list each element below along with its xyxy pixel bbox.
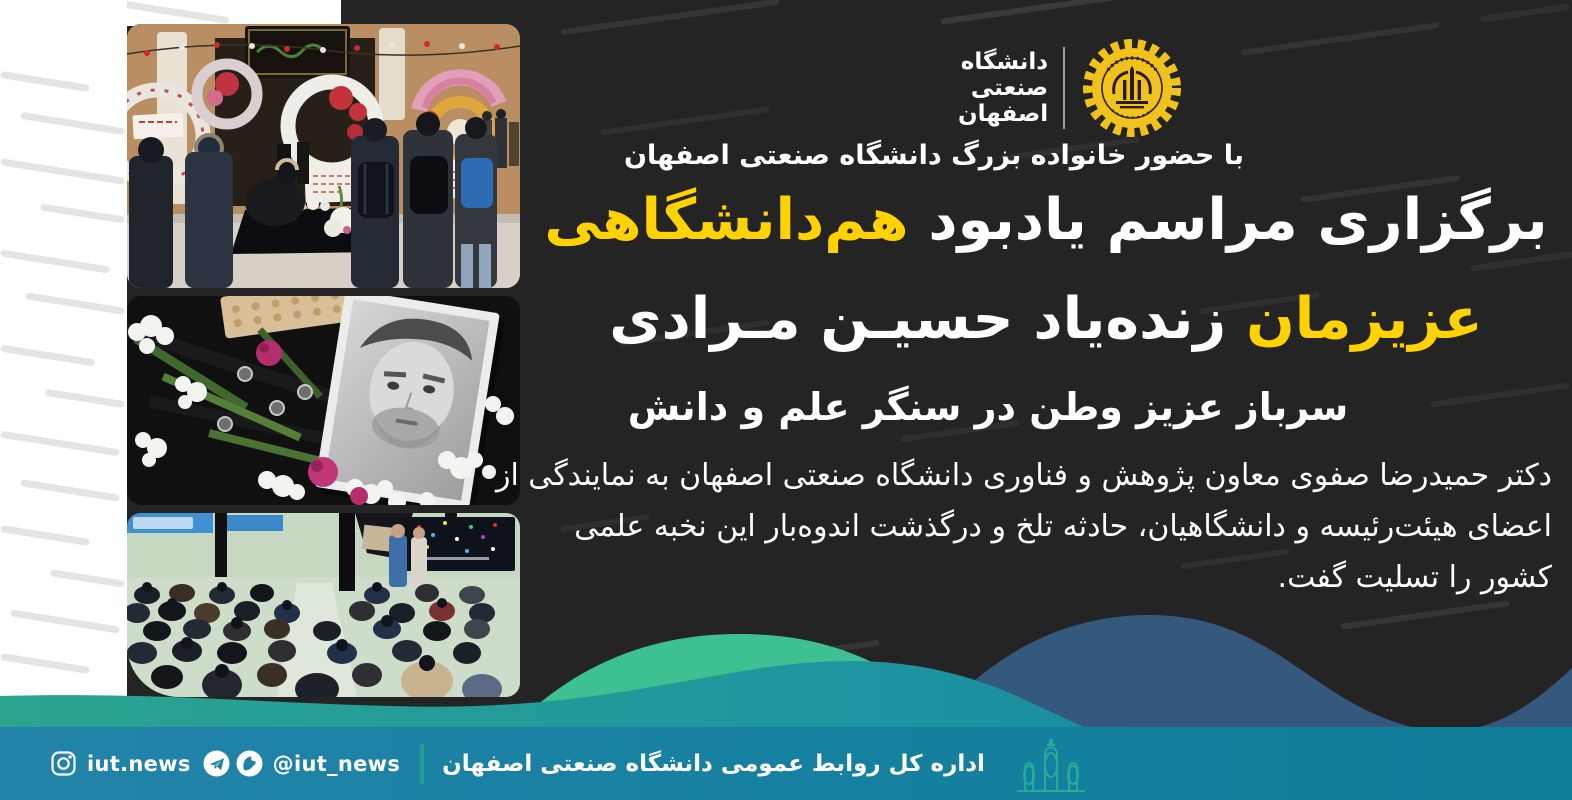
telegram-handle[interactable]: @iut_news — [272, 751, 401, 776]
footer-bar — [0, 727, 1572, 800]
body-line2: اعضای هیئت‌رئیسه و دانشگاهیان، حادثه تلخ و درگذشت اندوه‌بار این نخبه علمی — [574, 509, 1552, 544]
telegram-icon[interactable] — [203, 750, 230, 777]
instagram-icon[interactable] — [50, 750, 77, 777]
instagram-handle[interactable]: iut.news — [87, 751, 191, 776]
announcement-text — [495, 140, 1552, 603]
bale-messenger-icon[interactable] — [236, 750, 263, 777]
university-name-line1: دانشگاه — [960, 49, 1049, 75]
kicker-line: با حضور خانواده بزرگ دانشگاه صنعتی اصفهان — [623, 140, 1245, 171]
public-relations-label: اداره کل روابط عمومی دانشگاه صنعتی اصفهان — [442, 750, 985, 777]
university-name-line3: اصفهان — [958, 101, 1049, 127]
subtitle-line: سرباز عزیز وطن در سنگر علم و دانش — [627, 385, 1349, 429]
footer-divider — [420, 744, 424, 784]
photo-portrait-flowers — [127, 296, 520, 505]
logo-divider — [1063, 47, 1065, 129]
university-name-line2: صنعتی — [970, 75, 1049, 101]
university-emblem-icon — [1080, 36, 1184, 140]
university-name — [958, 49, 1048, 127]
emblem-watermark-icon — [1011, 735, 1091, 793]
university-logo — [958, 34, 1184, 142]
headline-line2 — [540, 284, 1552, 354]
headline-line2-yellow: عزیزمان — [1246, 286, 1483, 352]
body-line1: دکتر حمیدرضا صفوی معاون پژوهش و فناوری دانشگاه صنعتی اصفهان به نمایندگی از — [495, 458, 1552, 493]
body-line3: کشور را تسلیت گفت. — [1277, 560, 1552, 595]
headline-line1-white: برگزاری مراسم یادبود — [928, 187, 1548, 253]
headline-line1-yellow: هم‌دانشگاهی — [544, 187, 909, 253]
headline-line1 — [540, 185, 1552, 255]
headline-line2-white: زنده‌یاد حسیـن مـرادی — [609, 286, 1227, 352]
